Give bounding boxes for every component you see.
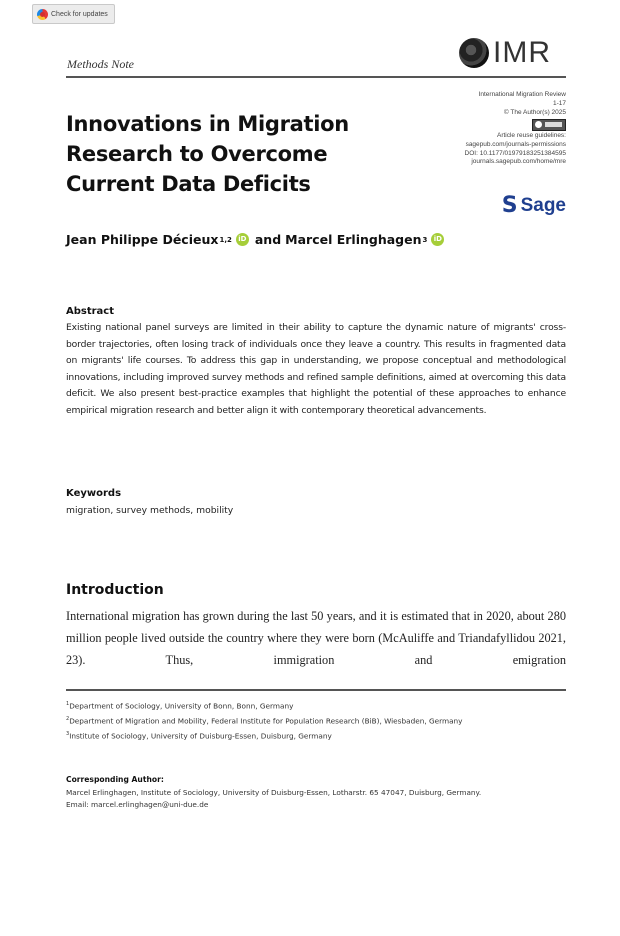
- affiliation-item: $^1$Department of Sociology, University of Bonn, Bonn, Germany: [66, 701, 294, 711]
- header-divider: [66, 76, 566, 78]
- publisher-logo: [502, 195, 566, 217]
- journal-home-link[interactable]: journals.sagepub.com/home/mre: [471, 158, 566, 166]
- globe-icon: [459, 38, 489, 68]
- corresponding-email[interactable]: Email: marcel.erlinghagen@uni-due.de: [66, 800, 209, 810]
- publisher-name: Sage: [520, 195, 566, 216]
- author-list: [66, 232, 450, 247]
- article-title: Innovations in Migration Research to Overcome Current Data Deficits: [66, 112, 349, 197]
- page-range: 1-17: [552, 99, 566, 107]
- author-name: Marcel Erlinghagen: [285, 232, 422, 247]
- corresponding-author-heading: Corresponding Author:: [66, 775, 164, 784]
- reuse-label: Article reuse guidelines:: [496, 131, 566, 139]
- journal-info: [396, 91, 566, 167]
- journal-name: International Migration Review: [478, 91, 566, 98]
- check-for-updates-button[interactable]: [32, 4, 115, 24]
- author-name: Jean Philippe Décieux: [66, 232, 219, 247]
- orcid-icon[interactable]: iD: [431, 233, 444, 246]
- affiliation-item: $^2$Department of Migration and Mobility, Federal Institute for Population Research (BiB), Wiesbaden, Germany: [66, 716, 463, 726]
- crossmark-icon: [37, 9, 48, 20]
- cc-license-badge-icon[interactable]: [532, 119, 566, 131]
- author-affiliation: 3: [422, 235, 428, 244]
- keywords-text: migration, survey methods, mobility: [66, 505, 234, 516]
- sage-s-icon: S: [501, 193, 518, 218]
- footnote-divider: [66, 689, 566, 691]
- journal-logo: [459, 38, 551, 68]
- keywords-heading: Keywords: [66, 488, 122, 499]
- author-connector: and: [254, 232, 282, 247]
- permissions-link[interactable]: sagepub.com/journals-permissions: [465, 140, 566, 148]
- author-affiliation: 1,2: [219, 235, 232, 244]
- check-for-updates-label: Check for updates: [51, 10, 108, 18]
- orcid-icon[interactable]: iD: [236, 233, 249, 246]
- affiliation-item: $^3$Institute of Sociology, University of Duisburg-Essen, Duisburg, Germany: [66, 731, 332, 741]
- doi[interactable]: DOI: 10.1177/01979183251384595: [464, 149, 566, 157]
- affiliations: [66, 698, 566, 743]
- journal-logo-text: IMR: [493, 36, 551, 69]
- introduction-text: International migration has grown during the last 50 years, and it is estimated that in 2020, about 280 million people lived outside the country where they were born (McAuliffe and Triandafyllidou 2021, 23). Thus, immigration and emigration: [66, 609, 566, 667]
- corresponding-address: Marcel Erlinghagen, Institute of Sociology, University of Duisburg-Essen, Lotharstr. 65 47047, Duisburg, Germany.: [66, 788, 482, 797]
- corresponding-author-info: [66, 787, 546, 811]
- abstract-text: Existing national panel surveys are limited in their ability to capture the dynamic nature of migrants' cross-border trajectories, often losing track of individuals once they leave a country. This results in fragmented data on migrants' life courses. To address this gap in understanding, we propose conceptual and methodological innovations, including improved survey methods and refined sample definitions, aimed at overcoming this data deficit. We also present best-practice examples that highlight the potential of these approaches to enhance empirical migration research and better align it with contemporary theoretical advancements.: [66, 322, 566, 416]
- introduction-heading: Introduction: [66, 582, 164, 598]
- article-type: Methods Note: [67, 57, 134, 71]
- copyright: © The Author(s) 2025: [503, 108, 566, 116]
- abstract-heading: Abstract: [66, 306, 115, 317]
